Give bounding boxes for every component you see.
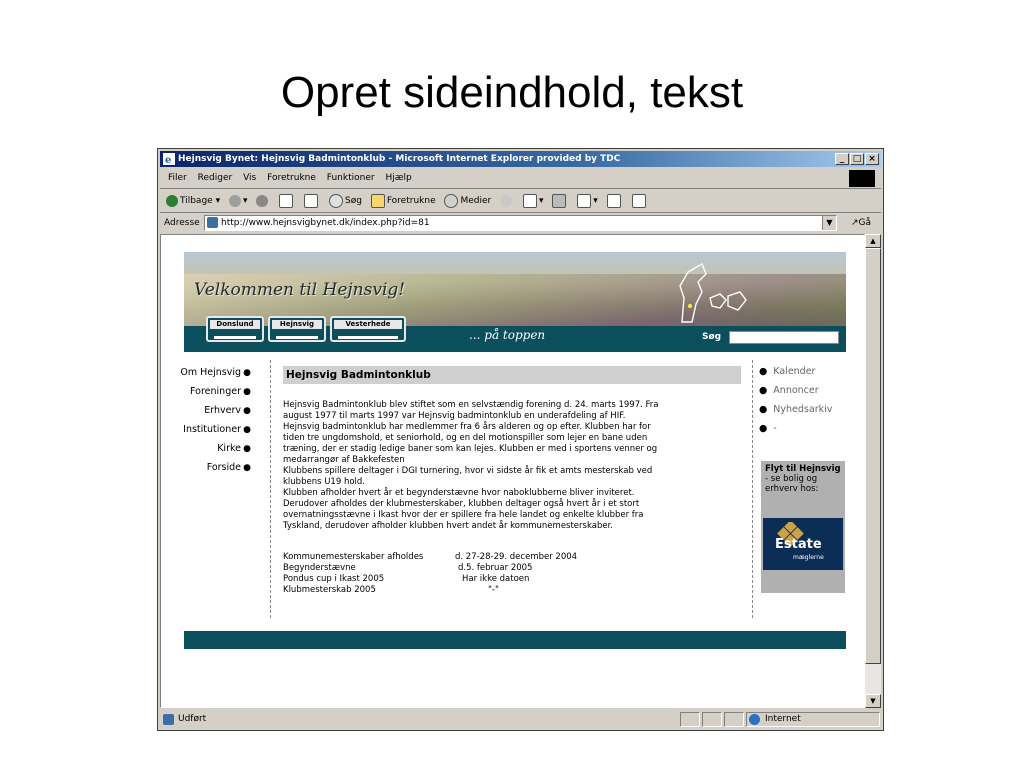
zone-cell: [746, 712, 880, 727]
refresh-button[interactable]: [279, 190, 295, 212]
bullet-icon: ●: [243, 368, 251, 378]
right-nav-label: Annoncer: [773, 385, 819, 396]
nav-item-label: Om Hejnsvig: [180, 367, 241, 378]
nav-item-erhverv[interactable]: [166, 405, 251, 424]
menu-bar: [160, 169, 881, 189]
schedule-date: d.5. februar 2005: [458, 563, 533, 573]
menu-hjaelp[interactable]: Hjælp: [385, 173, 412, 183]
messenger-icon: [632, 194, 646, 208]
content-body: Hejnsvig Badmintonklub blev stiftet som en selvstændig forening d. 24. marts 1997. Fra august 1977 til marts 1997 var Hejnsvig badmintonklub en underafdeling af HIF. Hejnsvig badmintonklub har medlemmer fra 6 års alderen og op efter. Klubben har for tiden tre ungdomshold, et seniorhold, og en del motionspiller som lejer en bane uden træning, der er stadig ledige baner som kan lejes. Klubben er med i sportens venner og medarrangør af Bakkefesten Klubbens spillere deltager i DGI turnering, hvor vi sidste år fik et amts mesterskab ved klubbens U19 hold. Klubben afholder hvert år et begynderstævne hvor naboklubberne bliver inviteret. Derudover afholdes der klubmesterskaber, klubben deltager også hvert år i et stort overnatningsstævne i Ikast hvor der er spillere fra hele landet og enkelte klubber fra Tyskland, derudover afholder klubben hvert andet år kommunemesterskaber.: [283, 400, 659, 531]
status-cell: [702, 712, 722, 727]
media-icon: [444, 194, 458, 208]
site-banner: [184, 252, 846, 352]
bullet-icon: ●: [243, 463, 251, 473]
menu-foretrukne[interactable]: Foretrukne: [267, 173, 316, 183]
schedule-date: Har ikke datoen: [462, 574, 530, 584]
discuss-button[interactable]: [607, 190, 623, 212]
schedule-row: [283, 585, 741, 596]
scroll-up-button[interactable]: ▲: [865, 234, 881, 248]
nav-item-foreninger[interactable]: [166, 386, 251, 405]
content-heading: Hejnsvig Badmintonklub: [283, 366, 741, 384]
go-button[interactable]: [851, 213, 871, 233]
status-cell: [680, 712, 700, 727]
messenger-button[interactable]: [632, 190, 648, 212]
home-icon: [304, 194, 318, 208]
address-dropdown-icon[interactable]: ▼: [822, 216, 836, 230]
main-content: [283, 366, 741, 596]
toolbar: [160, 190, 881, 213]
left-divider: [270, 360, 271, 618]
town-button-vesterhede[interactable]: [330, 316, 406, 342]
nav-item-label: Kirke: [217, 443, 241, 454]
right-nav-kalender[interactable]: [759, 366, 849, 385]
estate-logo: [763, 518, 843, 570]
search-label: Søg: [345, 196, 362, 206]
minimize-button[interactable]: _: [835, 153, 849, 165]
bullet-icon: ●: [243, 406, 251, 416]
back-arrow-icon: [166, 195, 178, 207]
address-input[interactable]: [204, 215, 837, 231]
menu-funktioner[interactable]: Funktioner: [326, 173, 375, 183]
right-nav-dash[interactable]: [759, 423, 849, 442]
site-search-label: Søg: [702, 332, 722, 342]
back-label: Tilbage: [180, 196, 213, 206]
schedule-event: Kommunemesterskaber afholdes: [283, 552, 424, 562]
address-url: http://www.hejnsvigbynet.dk/index.php?id=81: [221, 218, 430, 228]
town-label: Donslund: [210, 320, 260, 329]
schedule-event: Begynderstævne: [283, 563, 356, 573]
right-nav: [759, 366, 849, 442]
browser-window: [157, 148, 884, 731]
word-icon: [577, 194, 591, 208]
schedule-row: [283, 552, 741, 563]
stop-button[interactable]: [256, 190, 270, 212]
menu-filer[interactable]: Filer: [168, 173, 187, 183]
bullet-icon: ●: [243, 387, 251, 397]
nav-item-kirke[interactable]: [166, 443, 251, 462]
forward-button[interactable]: ▾: [229, 190, 248, 212]
ad-heading: Flyt til Hejnsvig: [765, 464, 841, 474]
scroll-down-button[interactable]: ▼: [865, 694, 881, 708]
bullet-icon: ●: [759, 366, 768, 377]
schedule-date: "-": [488, 585, 499, 595]
close-button[interactable]: ×: [865, 153, 879, 165]
zone-label: Internet: [765, 714, 801, 724]
favorites-label: Foretrukne: [386, 196, 436, 206]
page-icon: [207, 217, 218, 228]
schedule-event: Pondus cup i Ikast 2005: [283, 574, 385, 584]
schedule-date: d. 27-28-29. december 2004: [455, 552, 578, 562]
right-nav-nyhedsarkiv[interactable]: [759, 404, 849, 423]
nav-item-institutioner[interactable]: [166, 424, 251, 443]
nav-item-label: Institutioner: [183, 424, 241, 435]
svg-text:e: e: [165, 155, 172, 165]
town-button-hejnsvig[interactable]: [268, 316, 326, 342]
right-nav-label: Nyhedsarkiv: [773, 404, 833, 415]
nav-item-label: Forside: [206, 462, 241, 473]
town-label: Vesterhede: [334, 320, 402, 329]
history-icon: [500, 195, 512, 207]
media-label: Medier: [460, 196, 492, 206]
ad-text: [761, 461, 845, 497]
site-footer-bar: [184, 631, 846, 649]
schedule-list: [283, 552, 741, 596]
bullet-icon: ●: [243, 425, 251, 435]
stop-icon: [256, 195, 268, 207]
maximize-button[interactable]: □: [850, 153, 864, 165]
discuss-icon: [607, 194, 621, 208]
favorites-button[interactable]: [371, 190, 436, 212]
right-nav-label: -: [773, 423, 777, 434]
refresh-icon: [279, 194, 293, 208]
estate-logo-sub: mæglerne: [793, 554, 824, 561]
left-nav: [166, 367, 251, 481]
internet-globe-icon: [749, 714, 760, 725]
ad-subtext: - se bolig og erhverv hos:: [765, 474, 819, 494]
right-nav-label: Kalender: [773, 366, 816, 377]
site-search-input[interactable]: [729, 331, 839, 344]
menu-vis[interactable]: Vis: [243, 173, 257, 183]
ie-logo-icon: [163, 153, 175, 165]
town-button-donslund[interactable]: [206, 316, 264, 342]
go-label: Gå: [858, 218, 871, 228]
vertical-scrollbar[interactable]: [865, 234, 881, 708]
right-divider: [752, 360, 753, 618]
mail-icon: [523, 194, 537, 208]
denmark-map-icon: [662, 258, 752, 324]
nav-item-om-hejnsvig[interactable]: [166, 367, 251, 386]
menu-rediger[interactable]: Rediger: [197, 173, 233, 183]
media-button[interactable]: [444, 190, 491, 212]
back-button[interactable]: Tilbage ▾: [166, 190, 220, 212]
nav-item-label: Foreninger: [190, 386, 241, 397]
nav-item-label: Erhverv: [204, 405, 241, 416]
site-slogan: ... på toppen: [469, 328, 546, 342]
status-page-icon: [163, 714, 174, 725]
search-icon: [329, 194, 343, 208]
print-icon: [552, 194, 566, 208]
town-label: Hejnsvig: [272, 320, 322, 329]
edit-button[interactable]: ▾: [577, 190, 598, 212]
scroll-thumb[interactable]: [865, 248, 881, 664]
home-button[interactable]: [304, 190, 320, 212]
favorites-icon: [371, 194, 385, 208]
nav-item-forside[interactable]: [166, 462, 251, 481]
schedule-event: Klubmesterskab 2005: [283, 585, 376, 595]
status-bar: [160, 710, 881, 729]
go-arrow-icon: ↗: [850, 218, 859, 228]
schedule-row: [283, 574, 741, 585]
search-button[interactable]: [329, 190, 362, 212]
window-titlebar[interactable]: [160, 151, 881, 167]
skyline-icon: [214, 331, 256, 339]
bullet-icon: ●: [759, 423, 768, 434]
bullet-icon: ●: [759, 404, 768, 415]
estate-ad[interactable]: [761, 461, 845, 593]
skyline-icon: [276, 331, 318, 339]
banner-title: Velkommen til Hejnsvig!: [194, 280, 406, 300]
estate-logo-word: Estate: [775, 537, 822, 552]
skyline-icon: [338, 331, 398, 339]
bullet-icon: ●: [759, 385, 768, 396]
print-button[interactable]: [552, 190, 568, 212]
status-text: Udført: [178, 714, 207, 724]
slide-title: Opret sideindhold, tekst: [280, 68, 744, 117]
mail-button[interactable]: ▾: [523, 190, 544, 212]
bullet-icon: ●: [243, 444, 251, 454]
windows-logo-icon: [849, 170, 875, 187]
history-button[interactable]: [500, 190, 514, 212]
schedule-row: [283, 563, 741, 574]
page-viewport[interactable]: [160, 234, 865, 708]
window-title: Hejnsvig Bynet: Hejnsvig Badmintonklub - Microsoft Internet Explorer provided by TDC: [178, 154, 621, 164]
status-cell: [724, 712, 744, 727]
right-nav-annoncer[interactable]: [759, 385, 849, 404]
address-bar: [160, 213, 881, 233]
forward-arrow-icon: [229, 195, 241, 207]
address-label: Adresse: [164, 218, 200, 228]
